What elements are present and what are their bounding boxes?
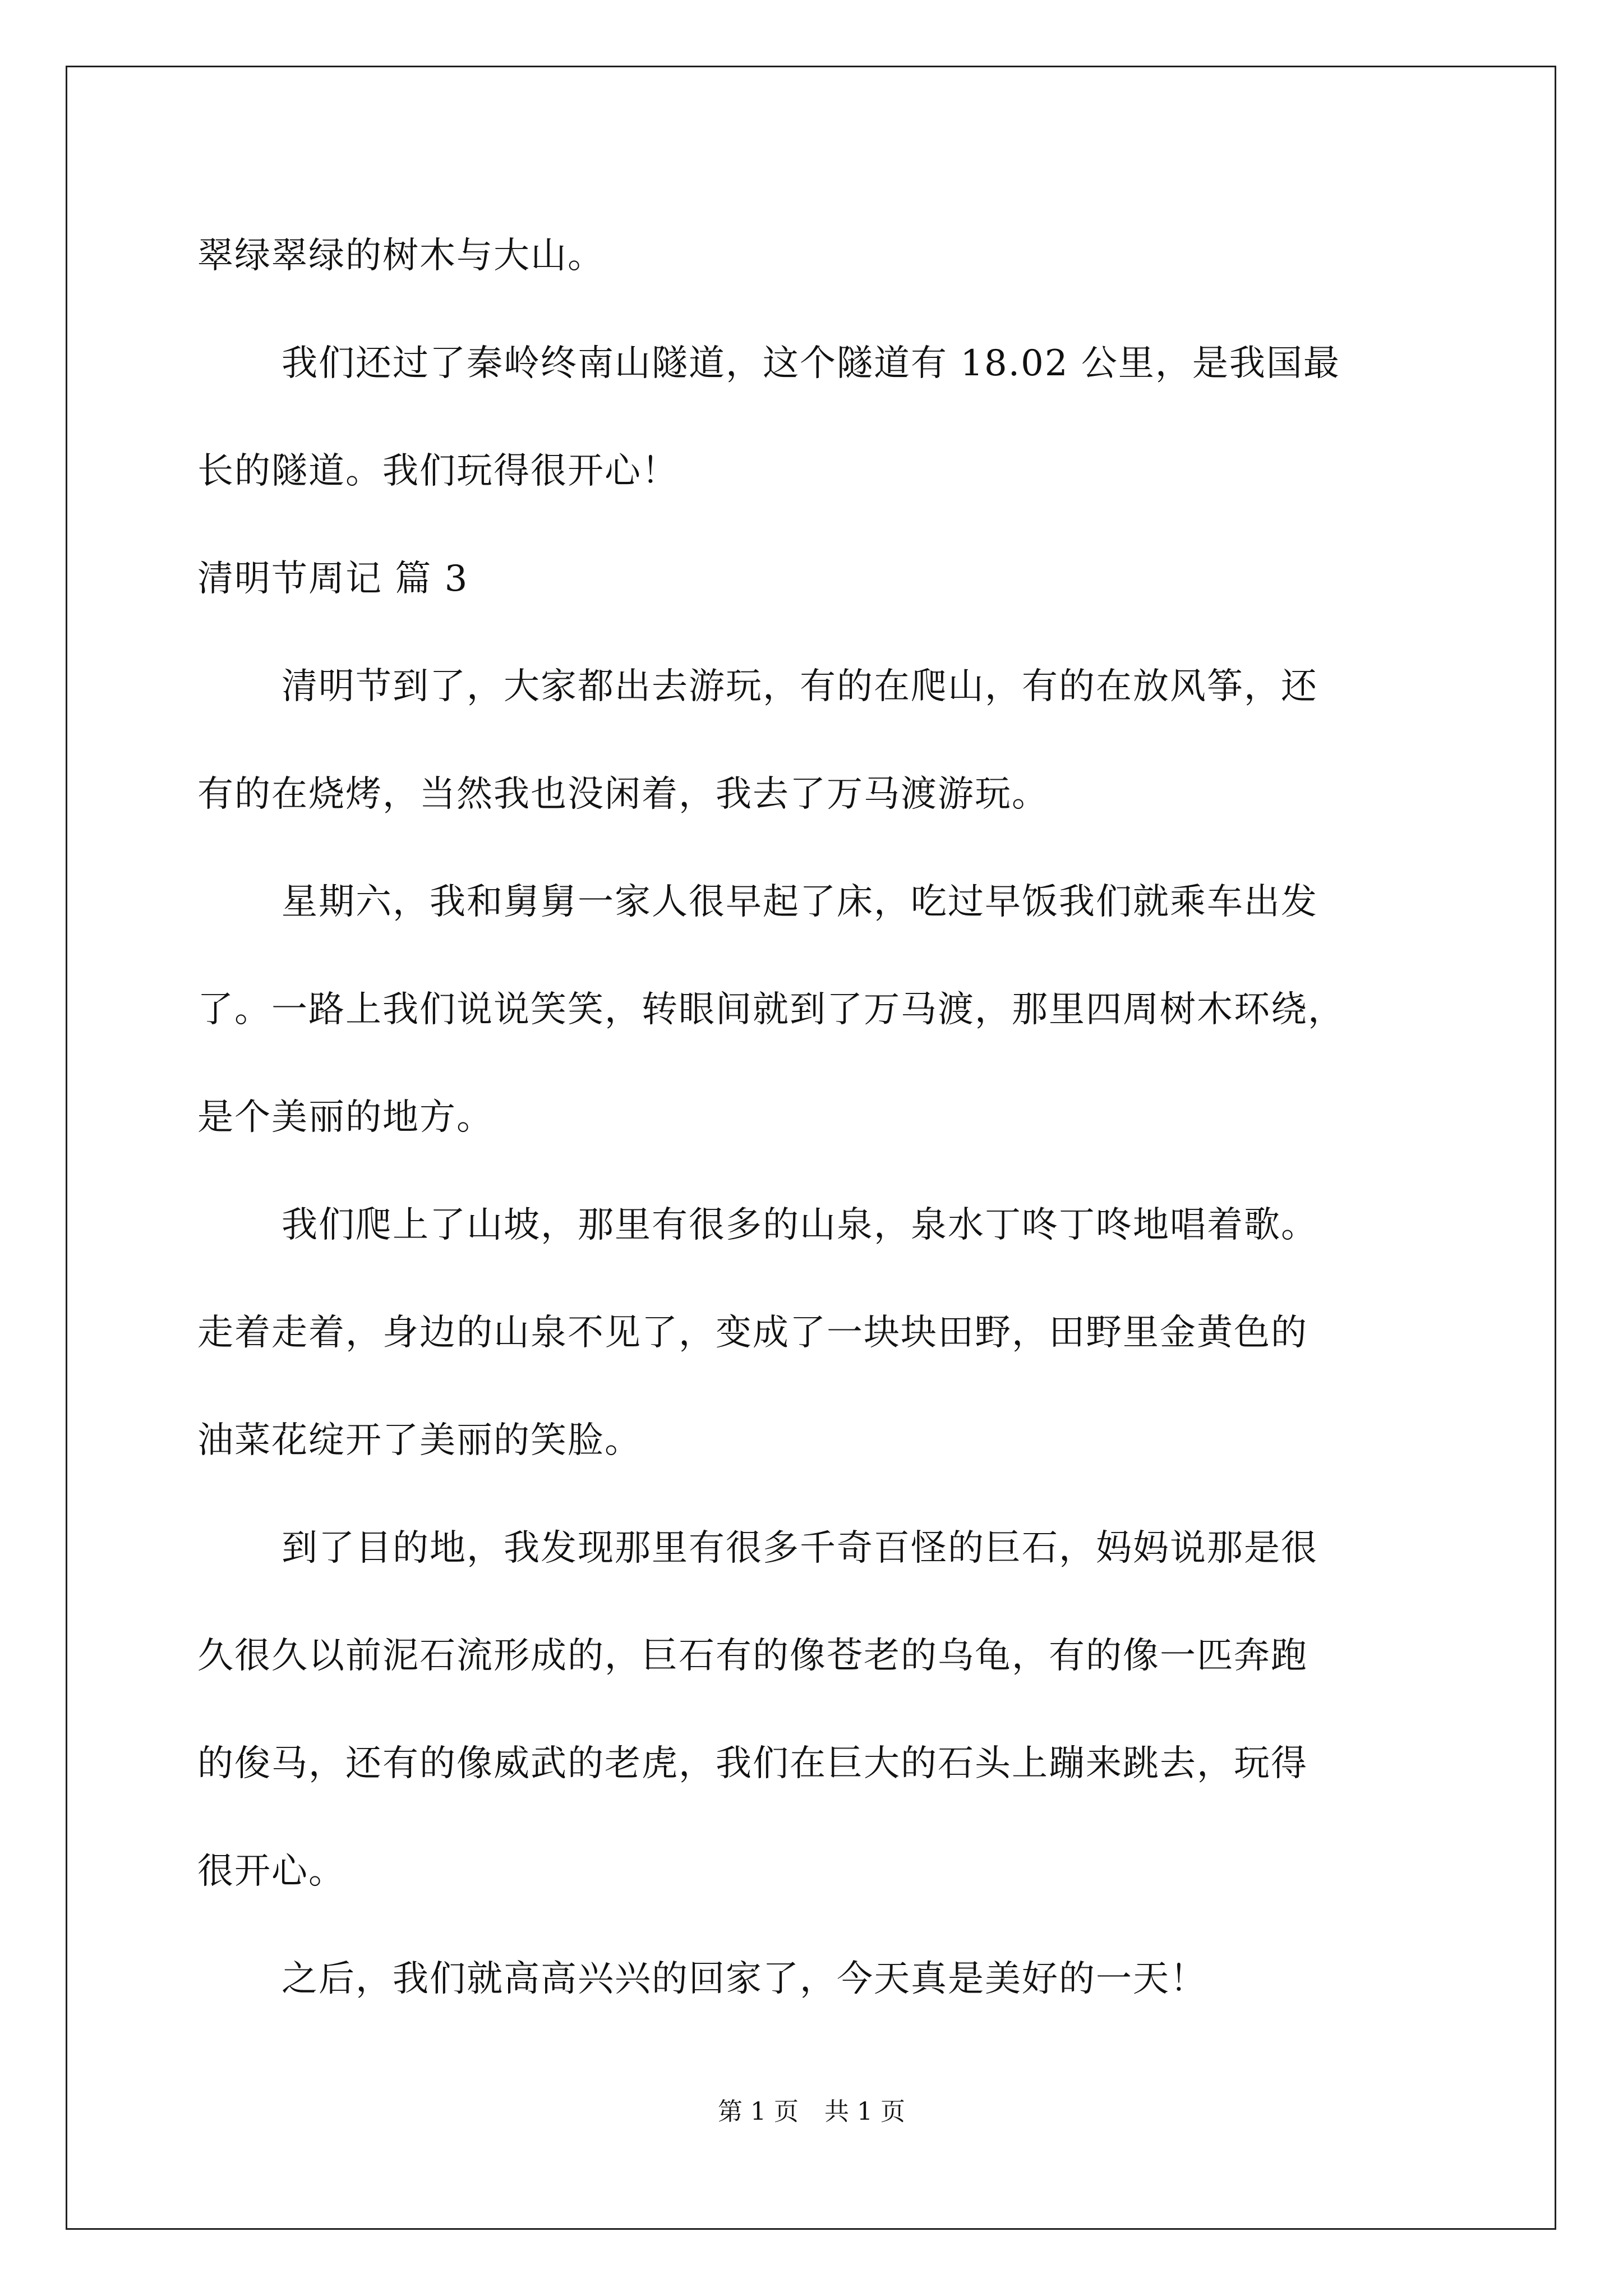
paragraph-line: 到了目的地，我发现那里有很多千奇百怪的巨石，妈妈说那是很	[282, 1527, 1318, 1569]
paragraph-line: 久很久以前泥石流形成的，巨石有的像苍老的乌龟，有的像一匹奔跑	[197, 1635, 1308, 1677]
paragraph-line: 很开心。	[197, 1851, 345, 1892]
page-total: 共 1 页	[824, 2097, 905, 2126]
paragraph-line: 清明节到了，大家都出去游玩，有的在爬山，有的在放风筝，还	[282, 666, 1318, 707]
paragraph-line: 走着走着，身边的山泉不见了，变成了一块块田野，田野里金黄色的	[197, 1312, 1308, 1354]
paragraph-line: 之后，我们就高高兴兴的回家了，今天真是美好的一天！	[282, 1958, 1207, 2000]
paragraph-line: 我们还过了秦岭终南山隧道，这个隧道有 18.02 公里，是我国最	[282, 343, 1340, 384]
paragraph-line: 星期六，我和舅舅一家人很早起了床，吃过早饭我们就乘车出发	[282, 881, 1318, 923]
paragraph-line: 有的在烧烤，当然我也没闲着，我去了万马渡游玩。	[197, 774, 1049, 815]
document-body	[197, 202, 1437, 2033]
paragraph-line: 长的隧道。我们玩得很开心！	[197, 450, 679, 492]
paragraph-line: 的俊马，还有的像威武的老虎，我们在巨大的石头上蹦来跳去，玩得	[197, 1743, 1308, 1784]
page-footer	[0, 2091, 1623, 2127]
page-number: 第 1 页	[718, 2097, 799, 2126]
paragraph-line: 了。一路上我们说说笑笑，转眼间就到了万马渡，那里四周树木环绕，	[197, 989, 1345, 1030]
paragraph-line: 翠绿翠绿的树木与大山。	[197, 235, 605, 277]
section-heading: 清明节周记 篇 3	[197, 558, 469, 600]
paragraph-line: 油菜花绽开了美丽的笑脸。	[197, 1420, 642, 1461]
paragraph-line: 我们爬上了山坡，那里有很多的山泉，泉水丁咚丁咚地唱着歌。	[282, 1204, 1318, 1246]
paragraph-line: 是个美丽的地方。	[197, 1097, 494, 1138]
